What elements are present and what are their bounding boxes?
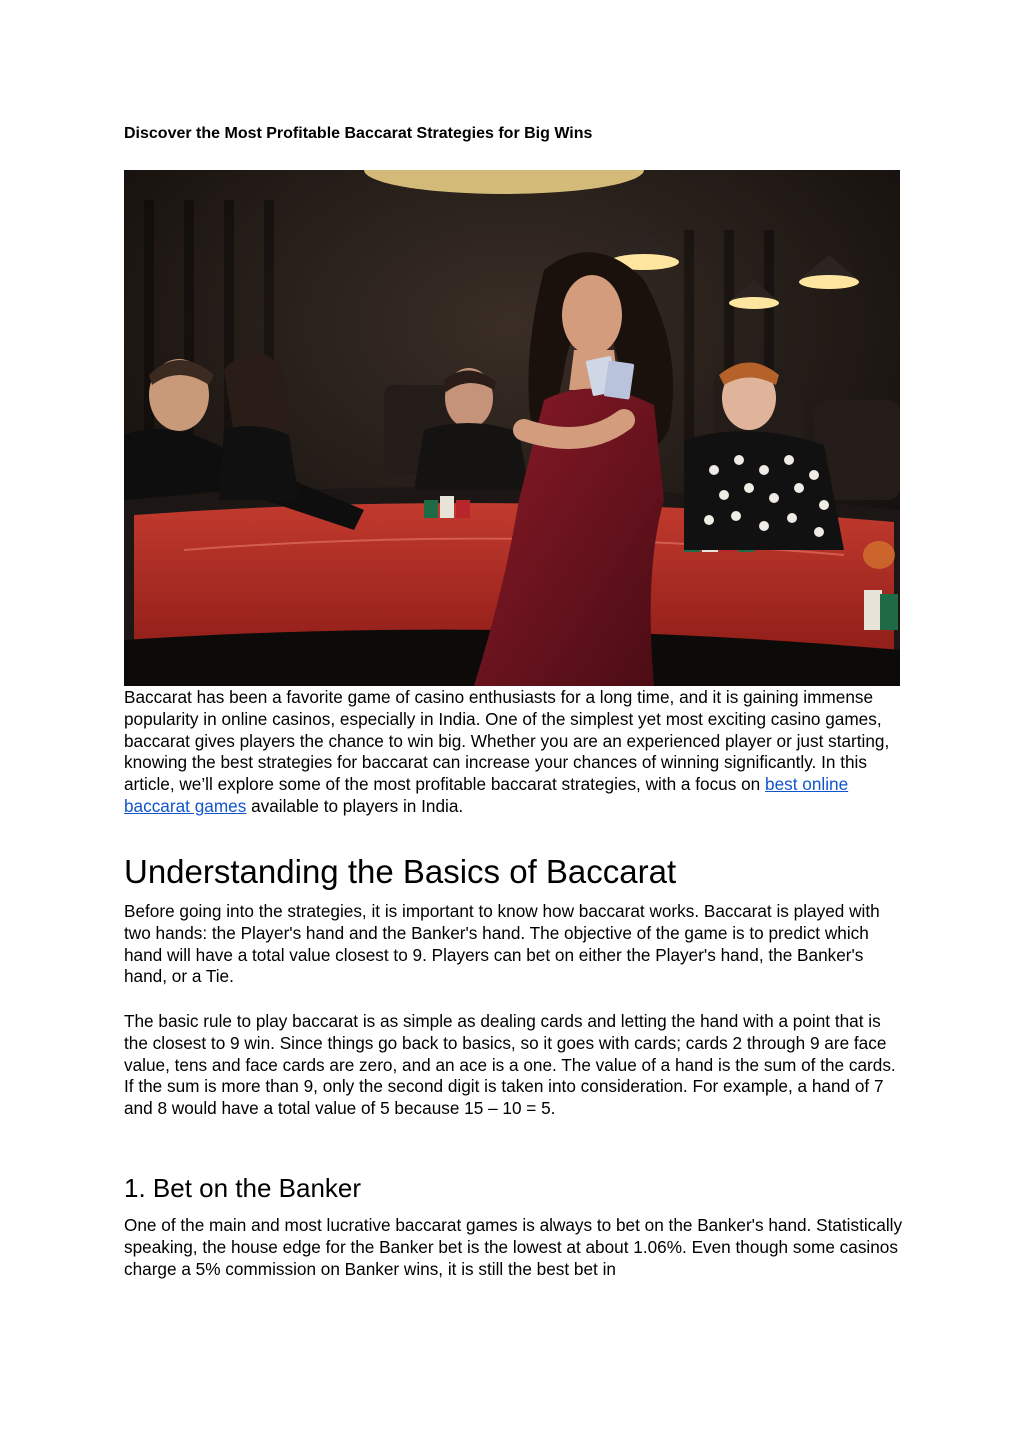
intro-text-after-link: available to players in India. bbox=[246, 795, 464, 816]
basics-paragraph-2: The basic rule to play baccarat is as simple as dealing cards and letting the hand with a point that is the closest to 9 win. Since things go back to basics, so it goes with cards; cards 2 through 9 are face value, tens and face cards are zero, and an ace is a one. The value of a hand is the sum of the cards. If the sum is more than 9, only the second digit is taken into consideration. For example, a hand of 7 and 8 would have a total value of 5 because 15 – 10 = 5. bbox=[124, 1011, 896, 1119]
document-title: Discover the Most Profitable Baccarat Strategies for Big Wins bbox=[124, 125, 593, 142]
best-online-baccarat-games-link[interactable]: best online baccarat games bbox=[124, 774, 849, 816]
banker-paragraph: One of the main and most lucrative baccarat games is always to bet on the Banker's hand. Statistically speaking, the house edge for the Banker bet is the lowest at about 1.06%. Even though some casinos charge a 5% commission on Banker wins, it is still the best bet in bbox=[124, 1215, 903, 1279]
casino-hero-image bbox=[124, 170, 900, 686]
basics-heading: Understanding the Basics of Baccarat bbox=[124, 853, 677, 890]
banker-heading: 1. Bet on the Banker bbox=[124, 1173, 362, 1203]
intro-paragraph bbox=[124, 687, 904, 818]
basics-paragraph-1: Before going into the strategies, it is important to know how baccarat works. Baccarat is played with two hands: the Player's hand and the Banker's hand. The objective of the game is to predict which hand will have a total value closest to 9. Players can bet on either the Player's hand, the Banker's hand, or a Tie. bbox=[124, 901, 880, 987]
intro-text-before-link: Baccarat has been a favorite game of casino enthusiasts for a long time, and it is gaining immense popularity in online casinos, especially in India. One of the simplest yet most exciting casino games, baccarat gives players the chance to win big. Whether you are an experienced player or just starting, knowing the best strategies for baccarat can increase your chances of winning significantly. In this article, we’ll explore some of the most profitable baccarat strategies, with a focus on bbox=[124, 687, 890, 795]
